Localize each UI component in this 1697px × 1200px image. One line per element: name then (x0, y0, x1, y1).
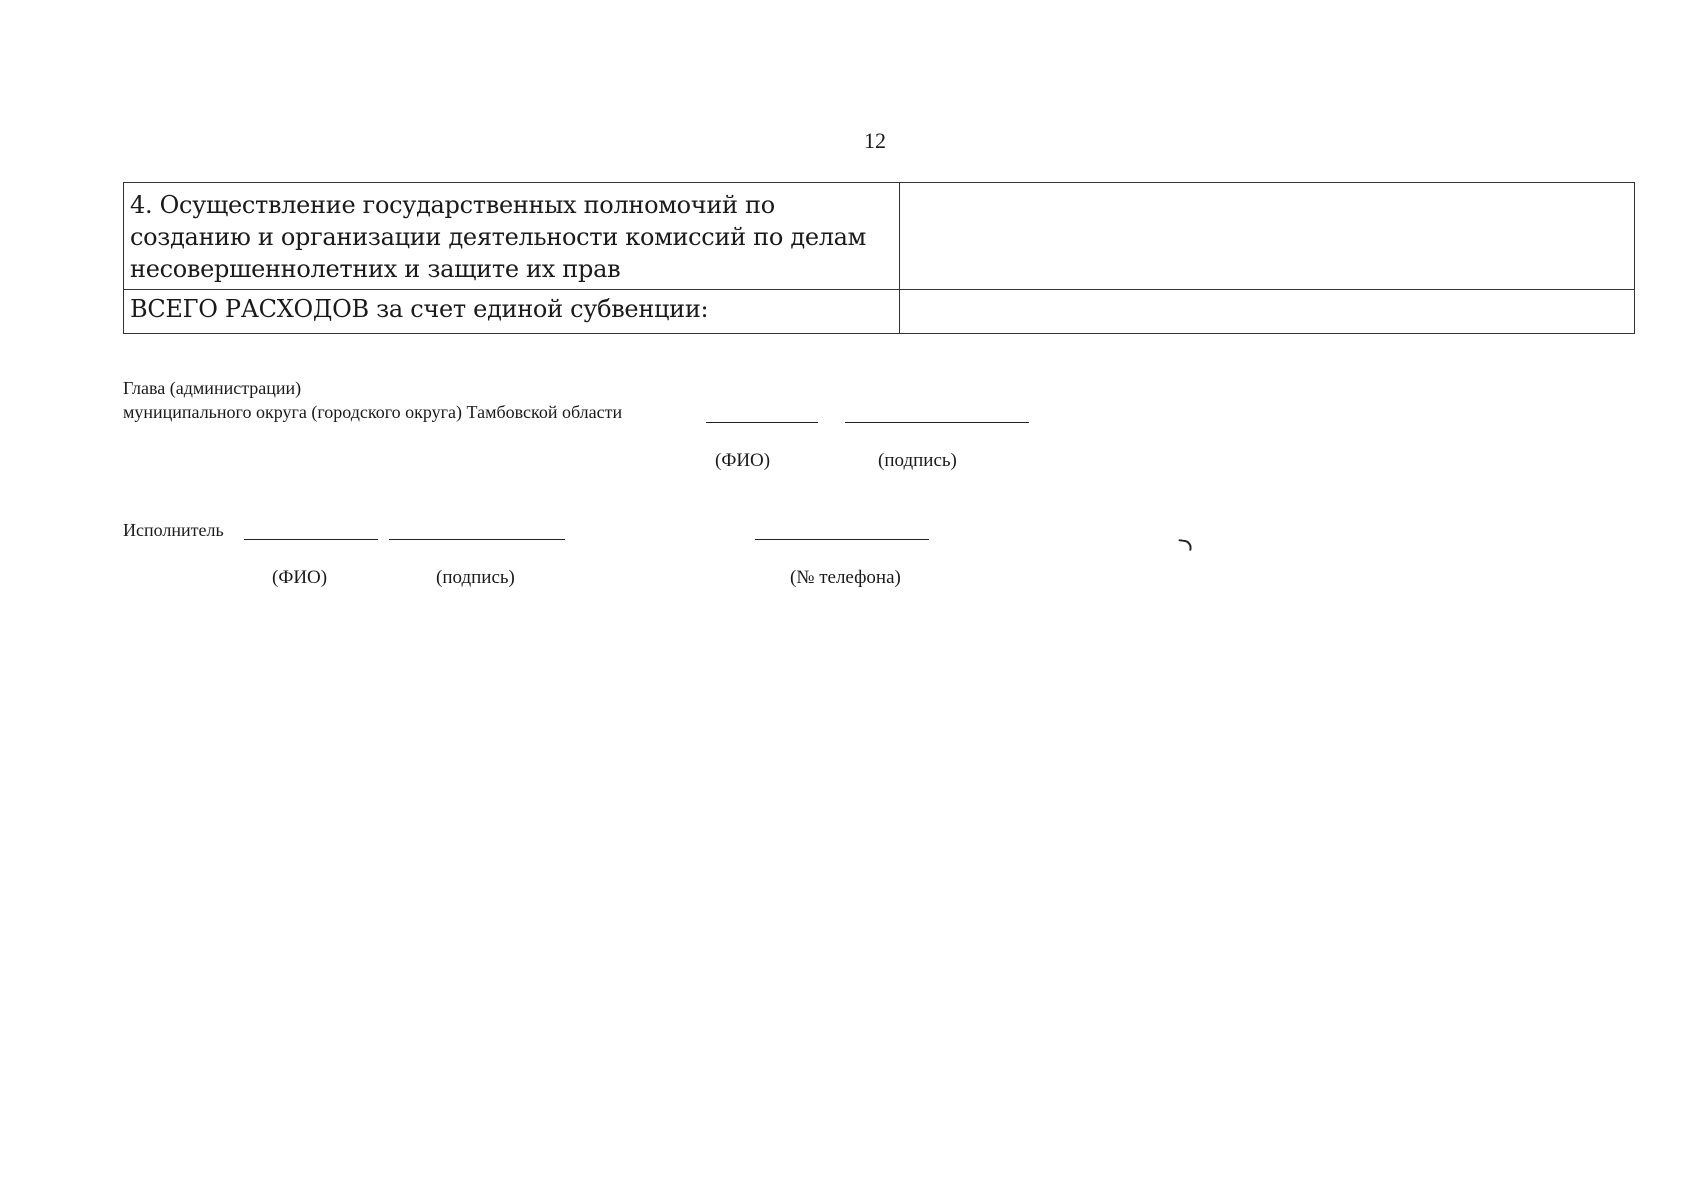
head-signature-caption: (подпись) (878, 450, 957, 471)
total-value (900, 290, 1635, 334)
executor-phone-line (755, 539, 929, 540)
expense-item-value (900, 183, 1635, 290)
head-title-line1: Глава (администрации) (123, 378, 302, 398)
total-row (124, 290, 1635, 334)
executor-signature-caption: (подпись) (436, 567, 515, 588)
executor-fio-line (244, 539, 378, 540)
expense-item-name: 4. Осуществление государственных полномочий по созданию и организации деятельности комиссий по делам несовершеннолетних и защите их прав (124, 183, 900, 290)
total-label: ВСЕГО РАСХОДОВ за счет единой субвенции: (124, 290, 900, 334)
head-signature-line (845, 422, 1029, 423)
executor-phone-caption: (№ телефона) (790, 567, 901, 588)
head-fio-caption: (ФИО) (715, 450, 771, 471)
expense-table (123, 182, 1635, 334)
head-title-line2: муниципального округа (городского округа) Тамбовской области (123, 402, 623, 422)
scan-artifact-mark (1177, 539, 1192, 551)
executor-fio-caption: (ФИО) (272, 567, 328, 588)
executor-signature-line (389, 539, 565, 540)
page-number: 12 (864, 128, 886, 153)
table-row (124, 183, 1635, 290)
head-fio-line (706, 422, 818, 423)
executor-label: Исполнитель (123, 520, 224, 540)
